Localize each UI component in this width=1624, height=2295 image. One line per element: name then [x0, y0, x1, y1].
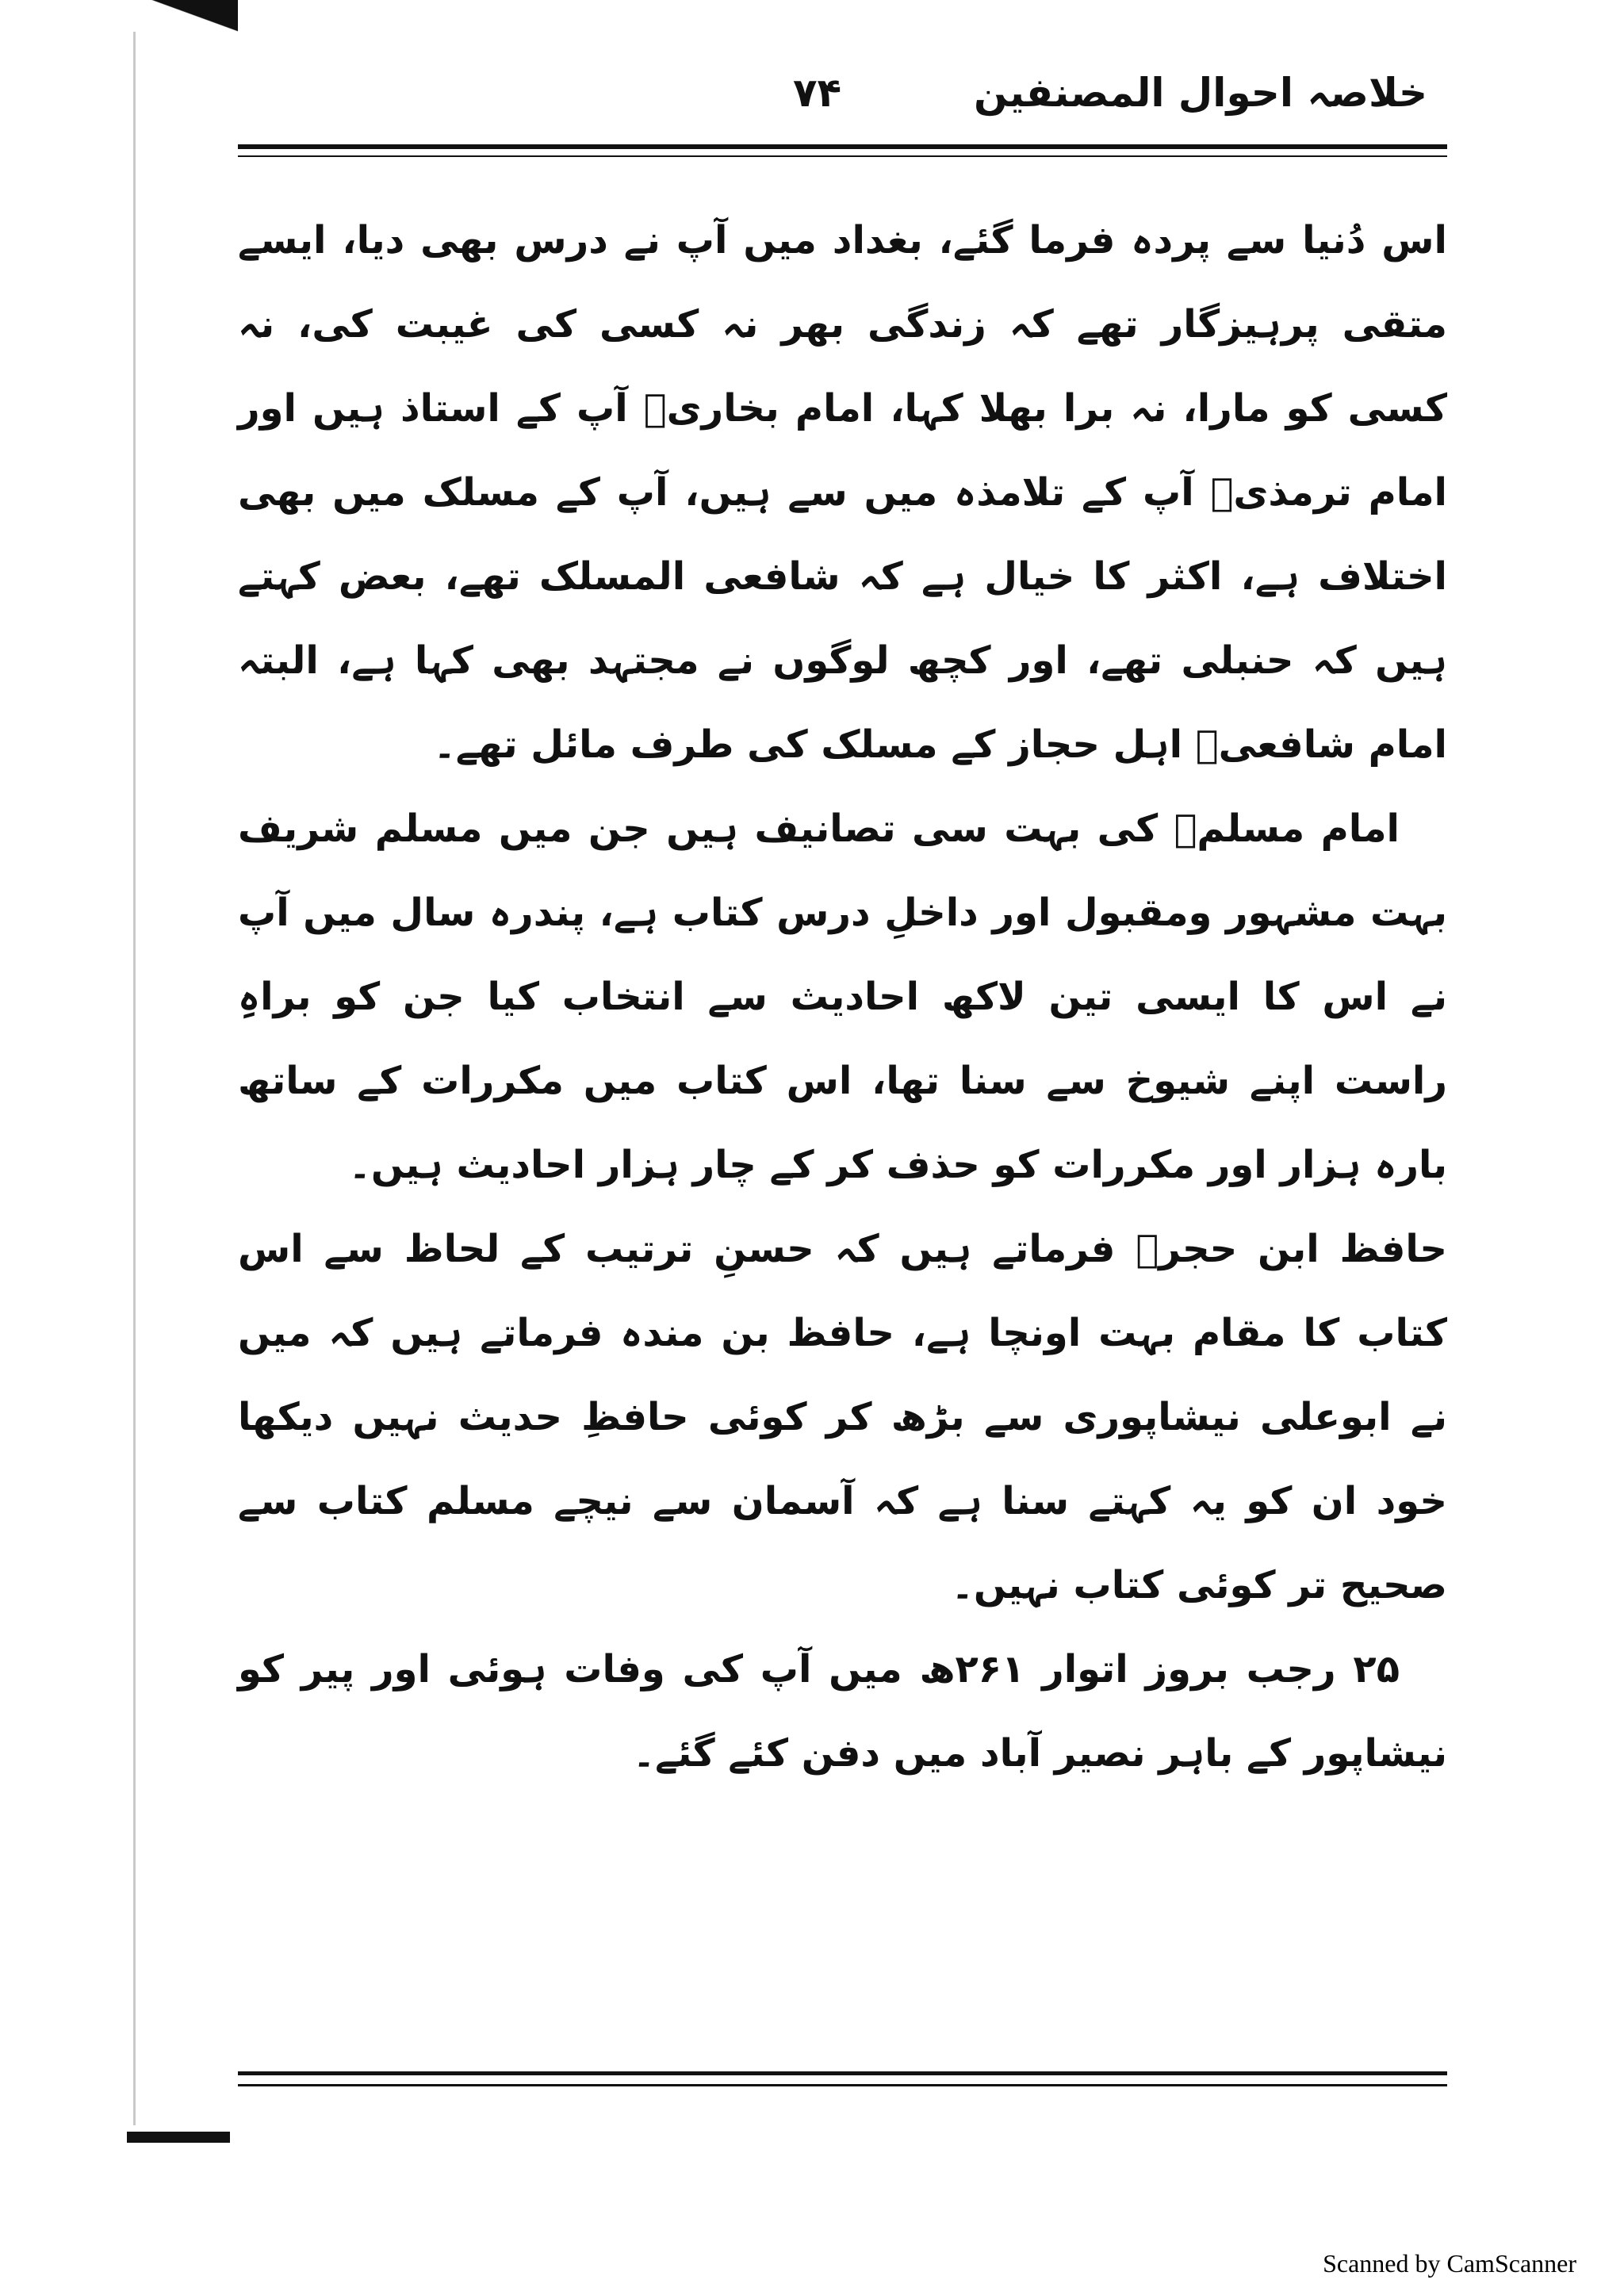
page-header — [238, 70, 1427, 133]
paragraph: اس دُنیا سے پردہ فرما گئے، بغداد میں آپ نے درس بھی دیا، ایسے متقی پرہیزگار تھے کہ زندگی بھر نہ کسی کی غیبت کی، نہ کسی کو مارا، نہ برا بھلا کہا، امام بخاریؒ آپ کے استاذ ہیں اور امام ترمذیؒ آپ کے تلامذہ میں سے ہیں، آپ کے مسلک میں بھی اختلاف ہے، اکثر کا خیال ہے کہ شافعی المسلک تھے، بعض کہتے ہیں کہ حنبلی تھے، اور کچھ لوگوں نے مجتہد بھی کہا ہے، البتہ امام شافعیؒ اہل حجاز کے مسلک کی طرف مائل تھے۔ — [238, 218, 1447, 767]
page-corner-shadow — [127, 0, 238, 48]
footer-rule-thick — [238, 2071, 1447, 2075]
footer-rule-thin — [238, 2084, 1447, 2086]
scanner-watermark: Scanned by CamScanner — [1323, 2249, 1576, 2278]
page-binding-edge — [133, 32, 136, 2125]
paragraph: حافظ ابن حجرؒ فرماتے ہیں کہ حسنِ ترتیب کے لحاظ سے اس کتاب کا مقام بہت اونچا ہے، حافظ بن مندہ فرماتے ہیں کہ میں نے ابوعلی نیشاپوری سے بڑھ کر کوئی حافظِ حدیث نہیں دیکھا خود ان کو یہ کہتے سنا ہے کہ آسمان سے نیچے مسلم کتاب سے صحیح تر کوئی کتاب نہیں۔ — [238, 1227, 1447, 1607]
header-rule-thick — [238, 144, 1447, 149]
page-body — [238, 198, 1447, 1795]
page-corner-shadow — [127, 2132, 230, 2143]
running-title: خلاصہ احوال المصنفین — [974, 70, 1427, 116]
paragraph: ۲۵ رجب بروز اتوار ۲۶۱ھ میں آپ کی وفات ہوئی اور پیر کو نیشاپور کے باہر نصیر آباد میں دفن کئے گئے۔ — [238, 1647, 1447, 1776]
paragraph: امام مسلمؒ کی بہت سی تصانیف ہیں جن میں مسلم شریف بہت مشہور ومقبول اور داخلِ درس کتاب ہے، پندرہ سال میں آپ نے اس کا ایسی تین لاکھ احادیث سے انتخاب کیا جن کو براہِ راست اپنے شیوخ سے سنا تھا، اس کتاب میں مکررات کے ساتھ بارہ ہزار اور مکررات کو حذف کر کے چار ہزار احادیث ہیں۔ — [238, 807, 1447, 1187]
header-rule-thin — [238, 155, 1447, 157]
page-number: ۷۴ — [793, 70, 842, 116]
